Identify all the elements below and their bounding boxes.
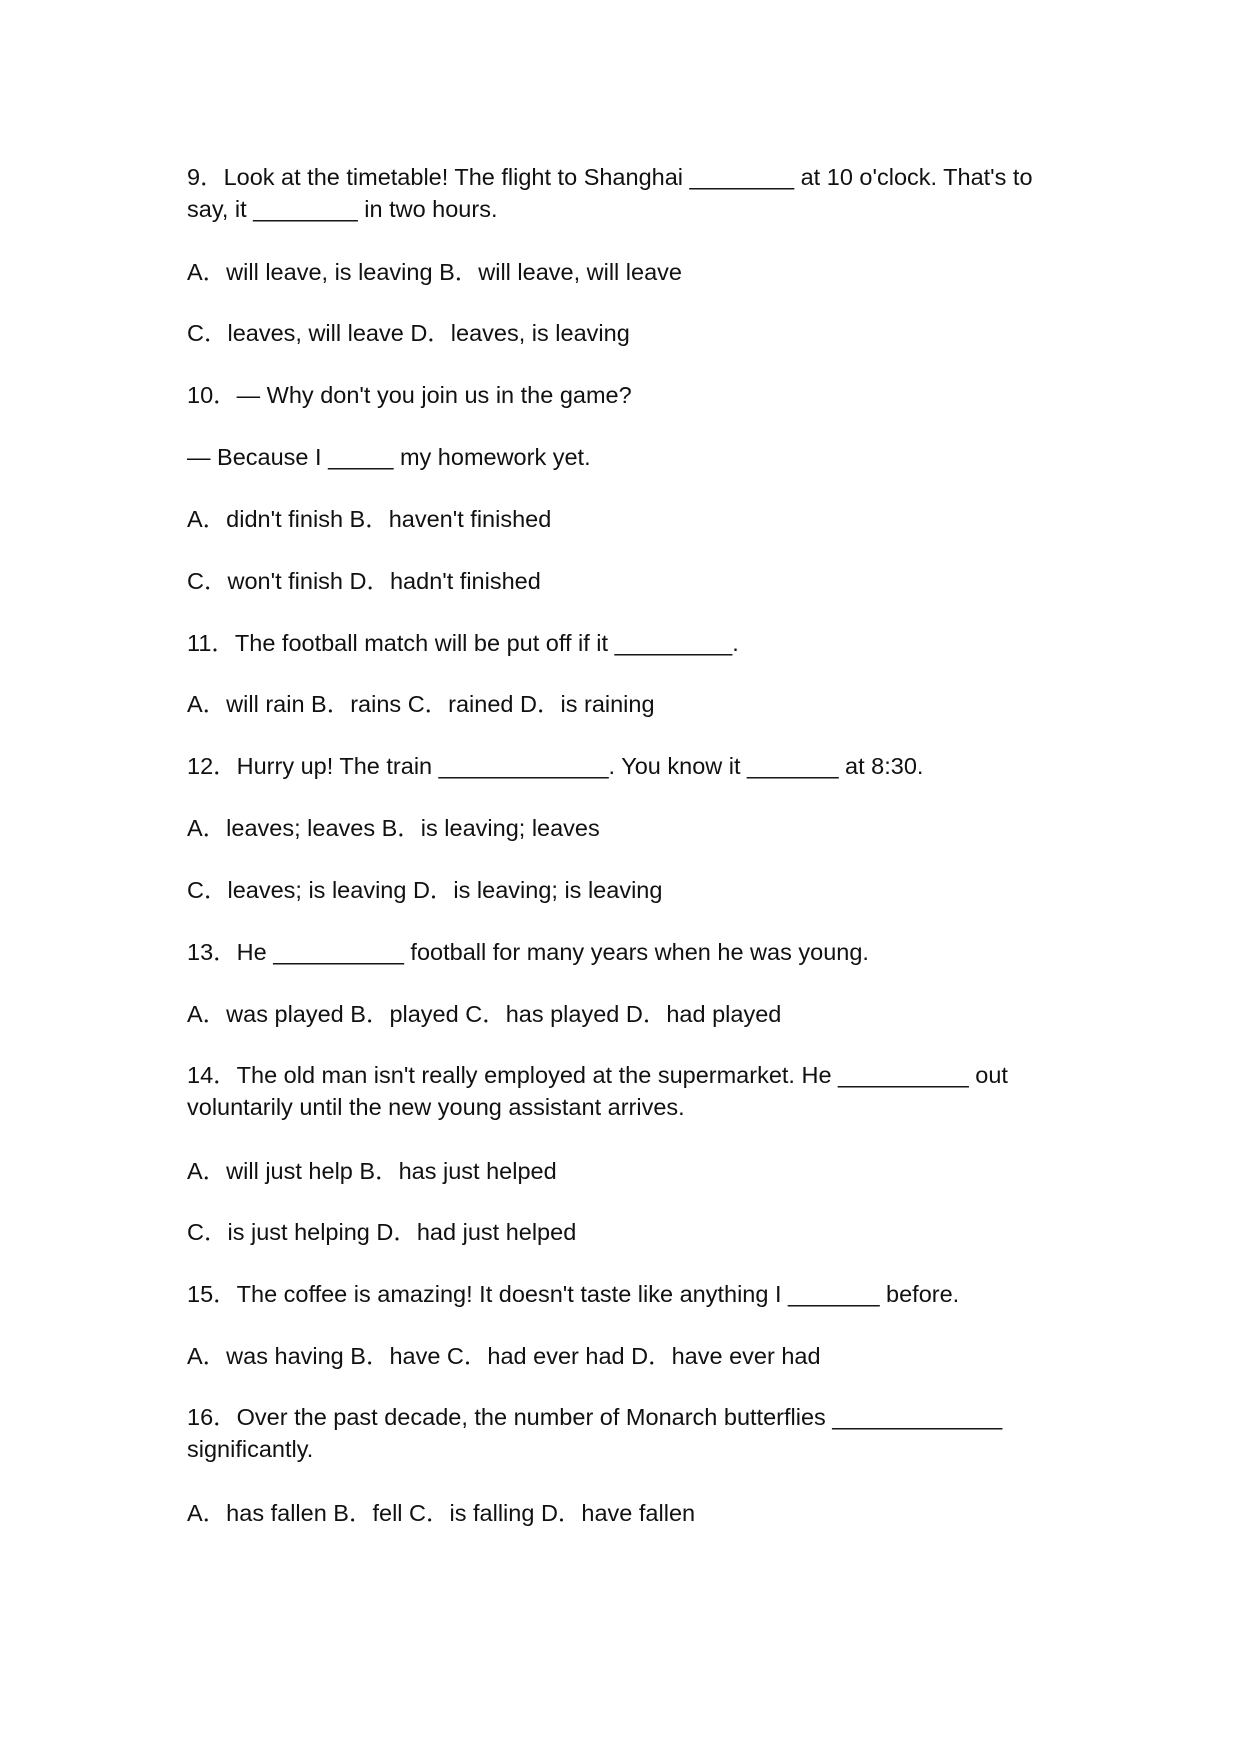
question-10-reply: — Because I _____ my homework yet. xyxy=(187,444,591,470)
question-14-text: 14．The old man isn't really employed at the supermarket. He __________ out voluntarily until the new young assistant arrives. xyxy=(187,1062,1015,1120)
question-9-options-cd: C．leaves, will leave D．leaves, is leaving xyxy=(187,320,630,346)
question-10-options-cd: C．won't finish D．hadn't finished xyxy=(187,568,541,594)
question-10-options-ab: A．didn't finish B．haven't finished xyxy=(187,506,552,532)
question-9-text: 9．Look at the timetable! The flight to Shanghai ________ at 10 o'clock. That's to say, it ________ in two hours. xyxy=(187,164,1040,222)
question-11-options: A．will rain B．rains C．rained D．is raining xyxy=(187,691,655,717)
question-11-text: 11．The football match will be put off if it _________. xyxy=(187,630,739,656)
question-12-options-cd: C．leaves; is leaving D．is leaving; is leaving xyxy=(187,877,663,903)
question-14-options-ab: A．will just help B．has just helped xyxy=(187,1158,557,1184)
question-16-options: A．has fallen B．fell C．is falling D．have fallen xyxy=(187,1500,696,1526)
question-15-text: 15．The coffee is amazing! It doesn't taste like anything I _______ before. xyxy=(187,1281,960,1307)
question-15-options: A．was having B．have C．had ever had D．have ever had xyxy=(187,1343,821,1369)
question-13-options: A．was played B．played C．has played D．had played xyxy=(187,1001,782,1027)
question-14-options-cd: C．is just helping D．had just helped xyxy=(187,1219,577,1245)
question-16-text: 16．Over the past decade, the number of Monarch butterflies _____________ significantly. xyxy=(187,1404,1009,1462)
question-12-options-ab: A．leaves; leaves B．is leaving; leaves xyxy=(187,815,600,841)
question-13-text: 13．He __________ football for many years when he was young. xyxy=(187,939,869,965)
question-9-options-ab: A．will leave, is leaving B．will leave, will leave xyxy=(187,259,682,285)
question-10-text: 10．— Why don't you join us in the game? xyxy=(187,382,632,408)
question-12-text: 12．Hurry up! The train _____________. You know it _______ at 8:30. xyxy=(187,753,924,779)
